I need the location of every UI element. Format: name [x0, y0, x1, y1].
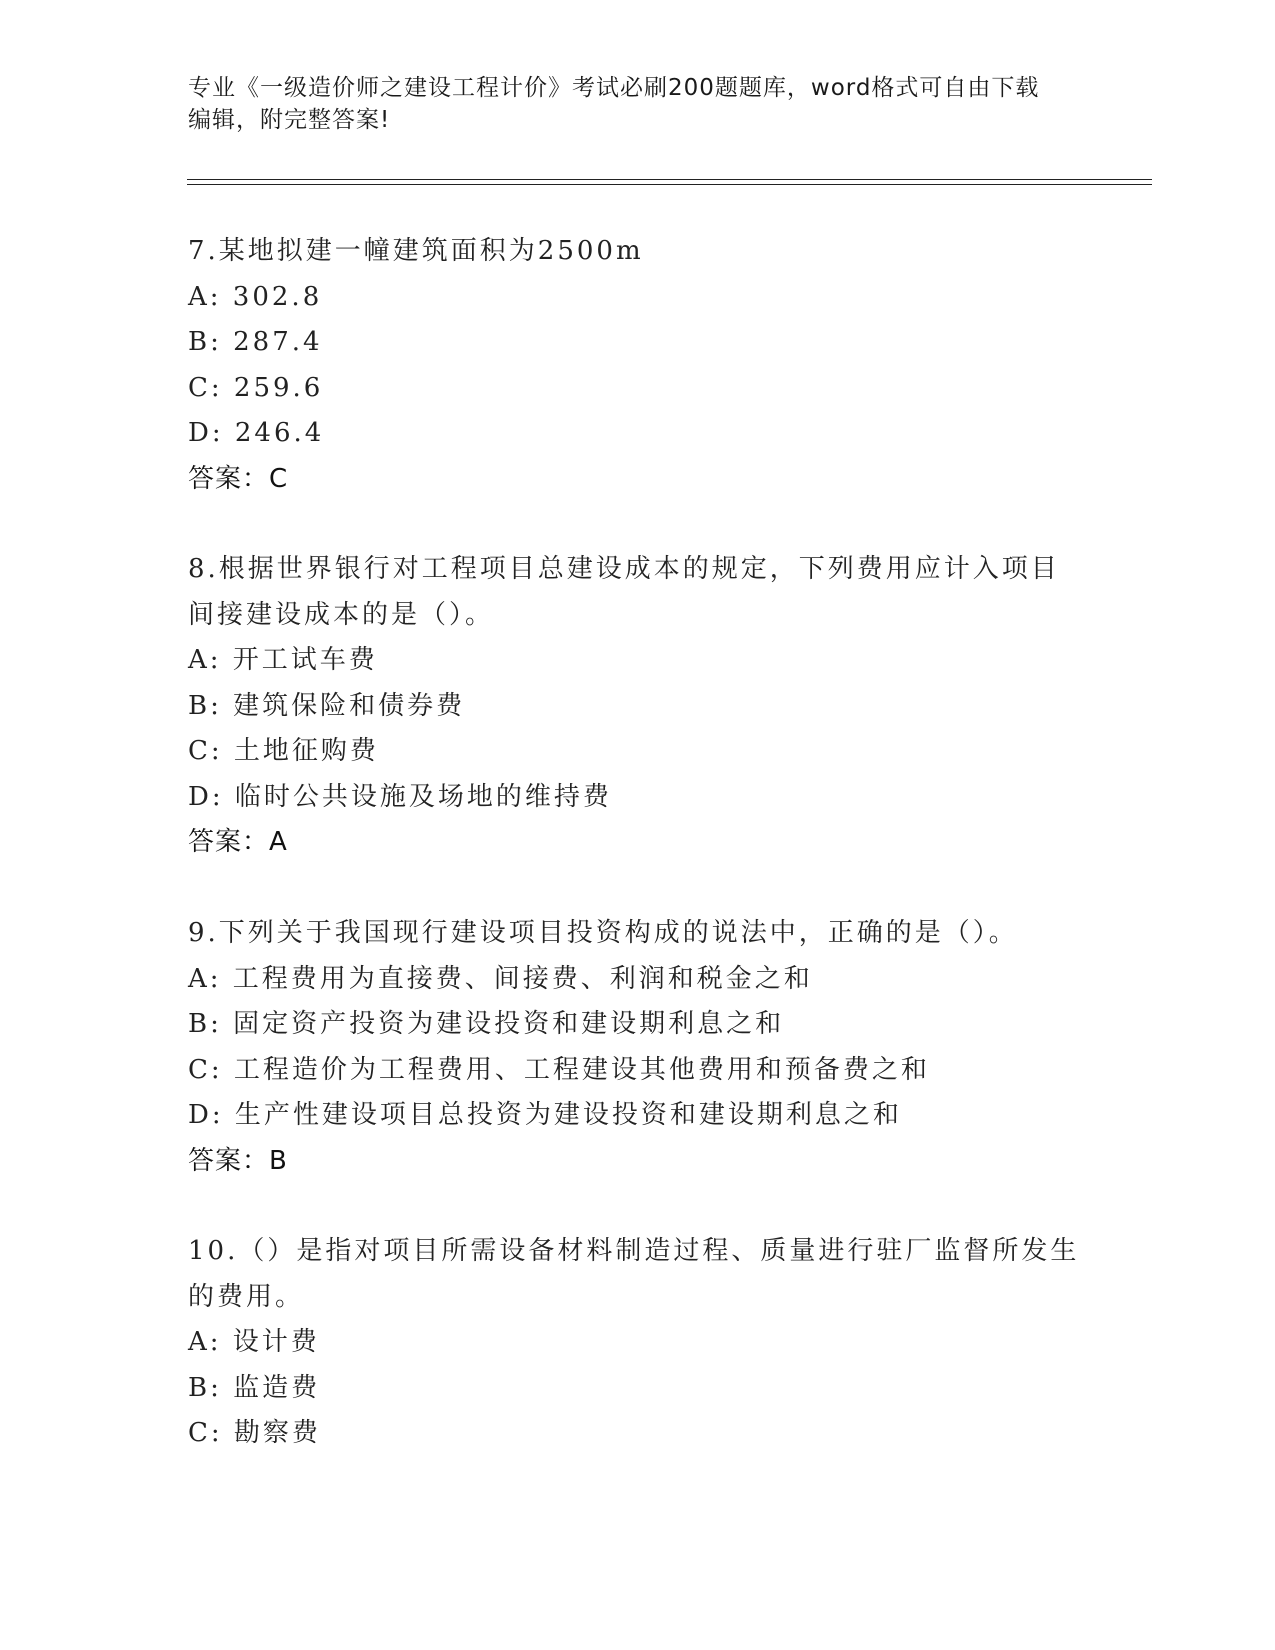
- question-stem-continued: 间接建设成本的是（）。: [188, 599, 495, 630]
- option-c: C: 勘察费: [188, 1418, 321, 1448]
- question-stem: 9.下列关于我国现行建设项目投资构成的说法中，正确的是（）。: [188, 918, 1018, 948]
- option-b: B: 监造费: [188, 1372, 321, 1403]
- option-b: B: 建筑保险和债券费: [188, 690, 466, 721]
- answer: 答案：C: [188, 463, 289, 494]
- question-stem-continued: 的费用。: [188, 1281, 305, 1312]
- option-a: A: 开工试车费: [188, 645, 378, 675]
- answer: 答案：A: [188, 827, 288, 857]
- header-line-2: 编辑，附完整答案!: [188, 107, 391, 133]
- option-c: C: 259.6: [188, 372, 324, 403]
- question-stem: 7.某地拟建一幢建筑面积为2500m: [188, 236, 644, 266]
- question-8: [188, 547, 1088, 866]
- header-divider-bottom: [187, 184, 1152, 185]
- option-c: C: 土地征购费: [188, 736, 379, 766]
- question-10: [188, 1229, 1088, 1457]
- option-d: D: 临时公共设施及场地的维持费: [188, 781, 612, 812]
- question-stem: 8.根据世界银行对工程项目总建设成本的规定，下列费用应计入项目: [188, 554, 1060, 584]
- option-a: A: 工程费用为直接费、间接费、利润和税金之和: [188, 963, 813, 994]
- header-divider-top: [187, 179, 1152, 180]
- question-stem: 10.（）是指对项目所需设备材料制造过程、质量进行驻厂监督所发生: [188, 1236, 1080, 1266]
- question-9: [188, 911, 1088, 1184]
- answer: 答案：B: [188, 1145, 288, 1176]
- option-d: D: 246.4: [188, 418, 325, 448]
- question-7: [188, 229, 1088, 502]
- option-a: A: 设计费: [188, 1327, 320, 1357]
- option-d: D: 生产性建设项目总投资为建设投资和建设期利息之和: [188, 1100, 902, 1130]
- option-c: C: 工程造价为工程费用、工程建设其他费用和预备费之和: [188, 1054, 930, 1085]
- option-b: B: 固定资产投资为建设投资和建设期利息之和: [188, 1009, 785, 1039]
- header-line-1: 专业《一级造价师之建设工程计价》考试必刷200题题库，word格式可自由下载: [188, 75, 1040, 101]
- option-b: B: 287.4: [188, 327, 323, 357]
- document-header: [188, 72, 1088, 136]
- option-a: A: 302.8: [188, 281, 323, 312]
